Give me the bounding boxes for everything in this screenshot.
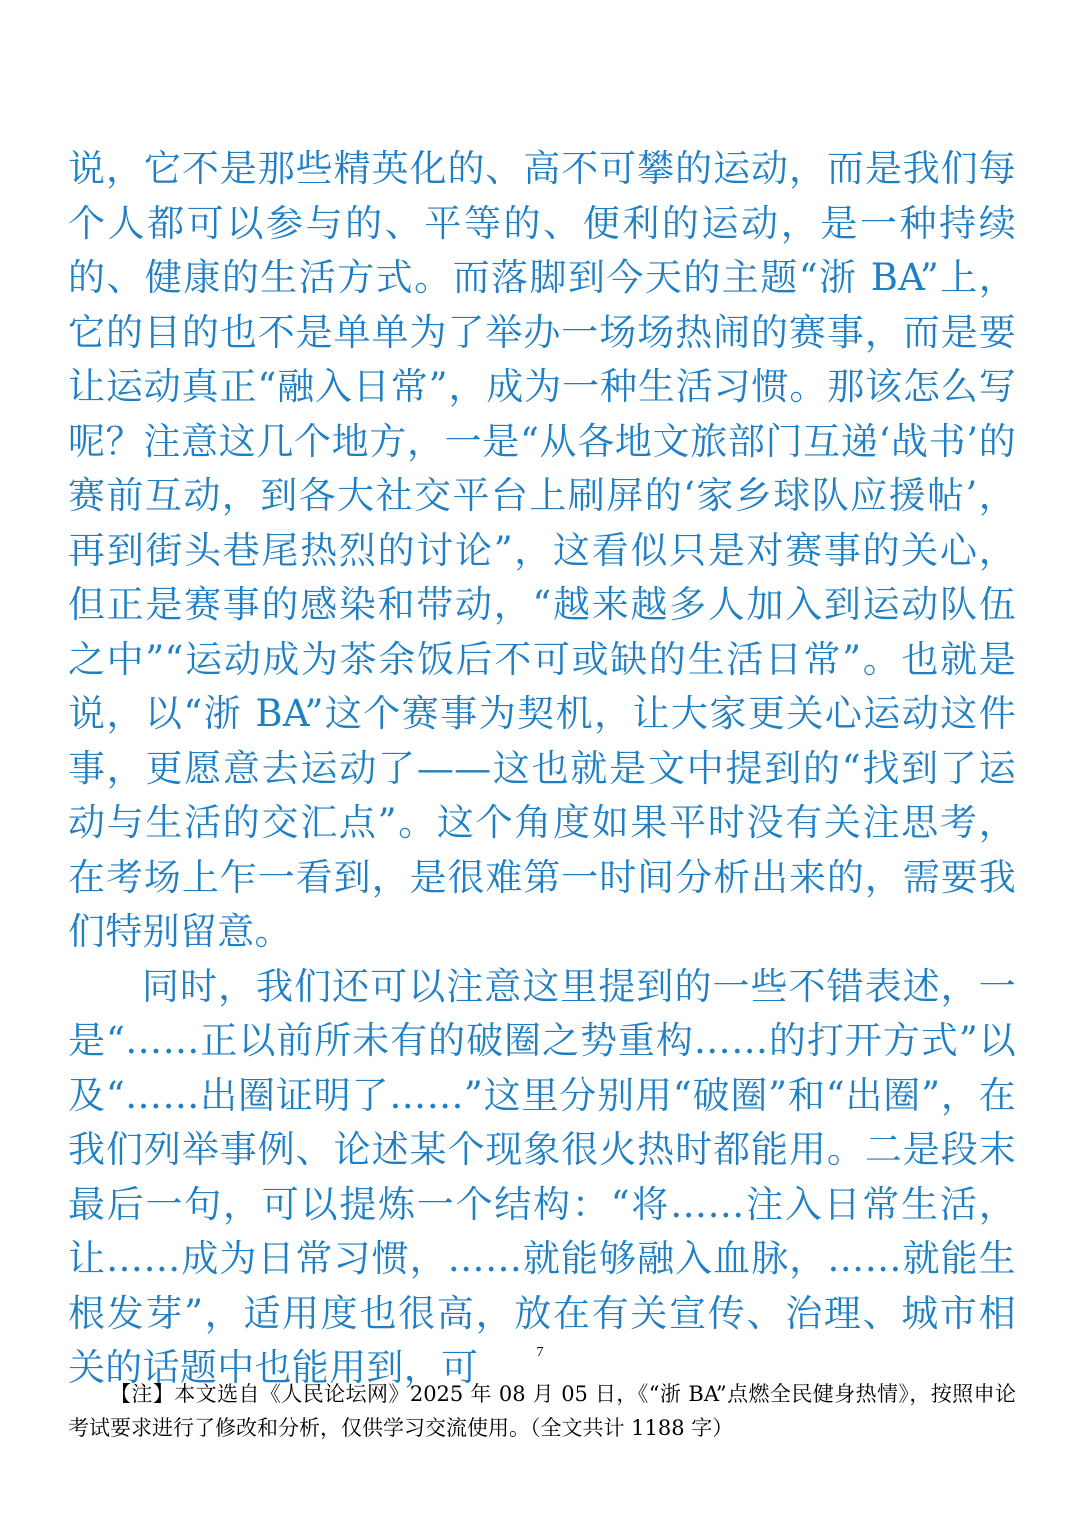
article-body (68, 142, 1016, 1396)
paragraph-continued: 说，它不是那些精英化的、高不可攀的运动，而是我们每个人都可以参与的、平等的、便利的运动，是一种持续的、健康的生活方式。而落脚到今天的主题“浙 BA”上，它的目的也不是单单为了举办一场场热闹的赛事，而是要让运动真正“融入日常”，成为一种生活习惯。那该怎么写呢？注意这几个地方，一是“从各地文旅部门互递‘战书’的赛前互动，到各大社交平台上刷屏的‘家乡球队应援帖’，再到街头巷尾热烈的讨论”，这看似只是对赛事的关心，但正是赛事的感染和带动，“越来越多人加入到运动队伍之中”“运动成为茶余饭后不可或缺的生活日常”。也就是说，以“浙 BA”这个赛事为契机，让大家更关心运动这件事，更愿意去运动了——这也就是文中提到的“找到了运动与生活的交汇点”。这个角度如果平时没有关注思考，在考场上乍一看到，是很难第一时间分析出来的，需要我们特别留意。 (68, 147, 1016, 953)
source-footnote: 【注】本文选自《人民论坛网》2025 年 08 月 05 日，《“浙 BA”点燃全民健身热情》，按照申论考试要求进行了修改和分析，仅供学习交流使用。（全文共计 1188 字） (68, 1382, 1016, 1440)
page-number: 7 (536, 1345, 544, 1360)
paragraph-expressions: 同时，我们还可以注意这里提到的一些不错表述，一是“……正以前所未有的破圈之势重构……的打开方式”以及“……出圈证明了……”这里分别用“破圈”和“出圈”，在我们列举事例、论述某个现象很火热时都能用。二是段末最后一句，可以提炼一个结构：“将……注入日常生活，让……成为日常习惯，……就能够融入血脉，……就能生根发芽”，适用度也很高，放在有关宣传、治理、城市相关的话题中也能用到，可 (68, 964, 1016, 1389)
